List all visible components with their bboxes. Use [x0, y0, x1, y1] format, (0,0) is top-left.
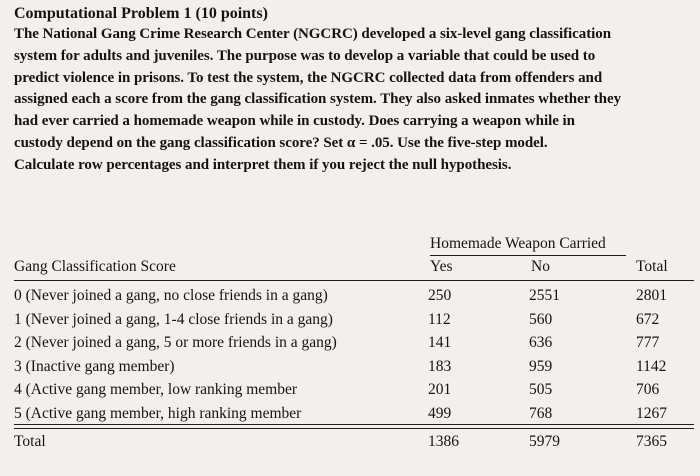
cell-total: 777 — [636, 334, 660, 352]
header-rule — [14, 280, 694, 281]
total-rule-bottom — [14, 428, 694, 429]
table-total-row — [0, 430, 700, 454]
row-label: 2 (Never joined a gang, 5 or more friends in a gang) — [14, 334, 337, 352]
table-row — [0, 355, 700, 379]
cell-yes: 183 — [428, 357, 452, 375]
cell-yes: 250 — [428, 287, 452, 304]
column-header-total: Total — [636, 258, 668, 275]
cell-no: 959 — [529, 357, 553, 375]
table-row — [0, 402, 700, 426]
problem-heading: Computational Problem 1 (10 points) — [14, 5, 268, 22]
row-label: 4 (Active gang member, low ranking member — [14, 381, 298, 399]
column-header-no: No — [531, 258, 550, 275]
column-header-yes: Yes — [430, 258, 453, 275]
cell-yes: 499 — [428, 404, 452, 422]
cell-no: 768 — [529, 404, 553, 422]
problem-line: predict violence in prisons. To test the system, the NGCRC collected data from offenders and — [14, 69, 603, 86]
cell-total: 706 — [636, 381, 660, 399]
table-row — [0, 378, 700, 402]
cell-no: 2551 — [529, 287, 560, 304]
table-row — [0, 331, 700, 355]
problem-line: had ever carried a homemade weapon while in custody. Does carrying a weapon while in — [14, 113, 575, 130]
total-no: 5979 — [529, 433, 560, 450]
cell-total: 1142 — [636, 357, 667, 375]
problem-line: system for adults and juveniles. The purpose was to develop a variable that could be used to — [14, 47, 596, 64]
cell-total: 672 — [636, 310, 660, 328]
table-row — [0, 308, 700, 332]
row-label: 1 (Never joined a gang, 1-4 close friends in a gang) — [14, 310, 333, 328]
group-header-weapon-carried: Homemade Weapon Carried — [430, 234, 626, 256]
cell-total: 2801 — [636, 287, 667, 304]
total-total: 7365 — [636, 433, 667, 450]
problem-line: Calculate row percentages and interpret them if you reject the null hypothesis. — [14, 156, 512, 173]
cell-total: 1267 — [636, 404, 667, 422]
cell-no: 505 — [529, 381, 553, 399]
problem-line: assigned each a score from the gang classification system. They also asked inmates whether they — [14, 91, 622, 108]
total-rule-top — [14, 424, 694, 425]
total-yes: 1386 — [428, 433, 459, 450]
cell-yes: 201 — [428, 381, 452, 399]
problem-line: custody depend on the gang classification score? Set α = .05. Use the five-step model. — [14, 134, 548, 151]
row-label: 0 (Never joined a gang, no close friends in a gang) — [14, 287, 328, 304]
row-label: 5 (Active gang member, high ranking member — [14, 404, 302, 422]
row-label: 3 (Inactive gang member) — [14, 357, 175, 375]
problem-line: The National Gang Crime Research Center (NGCRC) developed a six-level gang classification — [14, 26, 612, 42]
cell-yes: 112 — [428, 310, 451, 328]
problem-text — [14, 24, 694, 177]
cell-no: 560 — [529, 310, 553, 328]
cell-yes: 141 — [428, 334, 452, 352]
cell-no: 636 — [529, 334, 553, 352]
row-header-gang-score: Gang Classification Score — [14, 258, 176, 275]
total-label: Total — [14, 433, 46, 450]
table-row — [0, 284, 700, 308]
table-body — [0, 284, 700, 426]
